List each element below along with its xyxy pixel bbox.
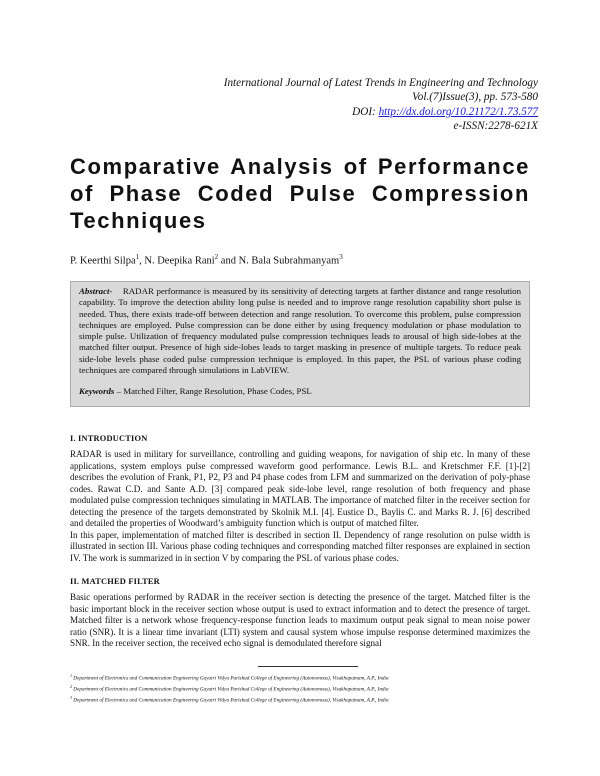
paragraph: RADAR is used in military for surveillance, controlling and guiding weapons, for navigation of ship etc. In many of these applications, system employs pulse compressed waveform good performance. Lewis B.L. and Kretschmer F.F. [1]-[2] describes the evolution of Frank, P1, P2, P3 and P4 phase codes from LFM and summarized on the derivation of poly-phase codes. Rawat C.D. and Sante A.D. [3] compared peak side-lobe level, range resolution of both frequency and phase modulated pulse compression techniques simulating in MATLAB. The importance of matched filter in the receiver section for detecting the presence of the targets demonstrated by Skolnik M.I. [4]. Eustice D., Baylis C. and Marks R. J. [6] described and detailed the properties of Woodward’s ambiguity function which is output of matched filter.: [70, 449, 530, 528]
footnote-text: Department of Electronics and Communication Engineering Gayatri Vidya Parishad College of Engineering (Autonomous), Visakhapatnam, A.P., India: [73, 686, 389, 693]
footnote-divider: [258, 666, 358, 667]
paragraph: Basic operations performed by RADAR in the receiver section is detecting the presence of the target. Matched filter is the basic important block in the receiver section whose output is used to extract information and to detect the presence of target. Matched filter is a network whose frequency-response function leads to maximum output peak signal to mean noise power ratio (SNR). It is a linear time invariant (LTI) system and causal system whose impulse response determined maximizes the SNR. In the receiver section, the received echo signal is demodulated therefore signal: [70, 592, 530, 648]
paper-title: Comparative Analysis of Performance of Phase Coded Pulse Compression Techniques: [70, 154, 530, 233]
doi-link[interactable]: http://dx.doi.org/10.21172/1.73.577: [378, 105, 538, 118]
footnote: [70, 683, 530, 694]
abstract-text: [79, 286, 521, 376]
author-separator: ,: [139, 255, 145, 267]
footnote-mark: 3: [70, 695, 72, 701]
journal-eissn: e-ISSN:2278-621X: [453, 120, 538, 133]
section-body: [70, 592, 530, 650]
author-name: N. Deepika Rani: [144, 255, 215, 267]
abstract-label: Abstract-: [79, 286, 113, 296]
keywords: [79, 386, 521, 397]
doi-label: DOI:: [352, 105, 379, 118]
footnote-text: Department of Electronics and Communication Engineering Gayatri Vidya Parishad College of Engineering (Autonomous), Visakhapatnam, A.P., India: [73, 697, 389, 704]
author-affiliation-mark: 3: [339, 253, 343, 261]
journal-volume: Vol.(7)Issue(3), pp. 573-580: [412, 91, 538, 104]
author-affiliation-mark: 1: [135, 253, 140, 261]
abstract-body: RADAR performance is measured by its sensitivity of detecting targets at farther distance and range resolution capability. To improve the detection ability long pulse is needed and to improve range resolution capability short pulse is needed. Thus, there exists trade-off between detection and range resolution. To overcome this problem, pulse compression techniques are employed. Pulse compression can be done either by using frequency modulation or phase modulation to simple pulse. Utilization of frequency modulated pulse compression techniques leads to arousal of high side-lobes at the matched filter output. Presence of high side-lobes leads to target masking in presence of multiple targets. To reduce peak side-lobe levels phase coded pulse compression technique is employed. In this paper, the PSL of various phase coding techniques are compared through simulations in LabVIEW.: [79, 286, 521, 376]
author-name: P. Keerthi Silpa: [70, 255, 136, 267]
footnote-mark: 1: [70, 673, 72, 678]
section-heading: II. MATCHED FILTER: [70, 577, 160, 586]
journal-header: [224, 76, 538, 134]
section-introduction: [70, 434, 530, 564]
footnote: [70, 694, 530, 705]
keywords-list: – Matched Filter, Range Resolution, Phase Codes, PSL: [114, 386, 312, 397]
keywords-label: Keywords: [79, 386, 115, 397]
paragraph: In this paper, implementation of matched filter is described in section II. Dependency of range resolution on pulse width is illustrated in section III. Various phase coding techniques and corresponding matched filter responses are explained in section IV. The work is summarized in in section V by comparing the PSL of various phase codes.: [70, 529, 530, 563]
journal-doi: [224, 105, 538, 119]
author-affiliation-mark: 2: [214, 253, 219, 261]
footnote: [70, 672, 530, 683]
author-and: and: [218, 255, 239, 267]
author-list: [70, 253, 343, 267]
footnote-mark: 2: [70, 684, 72, 690]
section-heading: I. INTRODUCTION: [70, 434, 148, 443]
abstract-box: [70, 281, 530, 407]
section-matched-filter: [70, 577, 530, 650]
section-body: [70, 449, 530, 564]
footnotes: [70, 672, 530, 705]
footnote-text: Department of Electronics and Communication Engineering Gayatri Vidya Parishad College of Engineering (Autonomous), Visakhapatnam, A.P., India: [73, 675, 389, 682]
journal-name: International Journal of Latest Trends in Engineering and Technology: [223, 77, 538, 89]
author-name: N. Bala Subrahmanyam: [238, 255, 340, 267]
